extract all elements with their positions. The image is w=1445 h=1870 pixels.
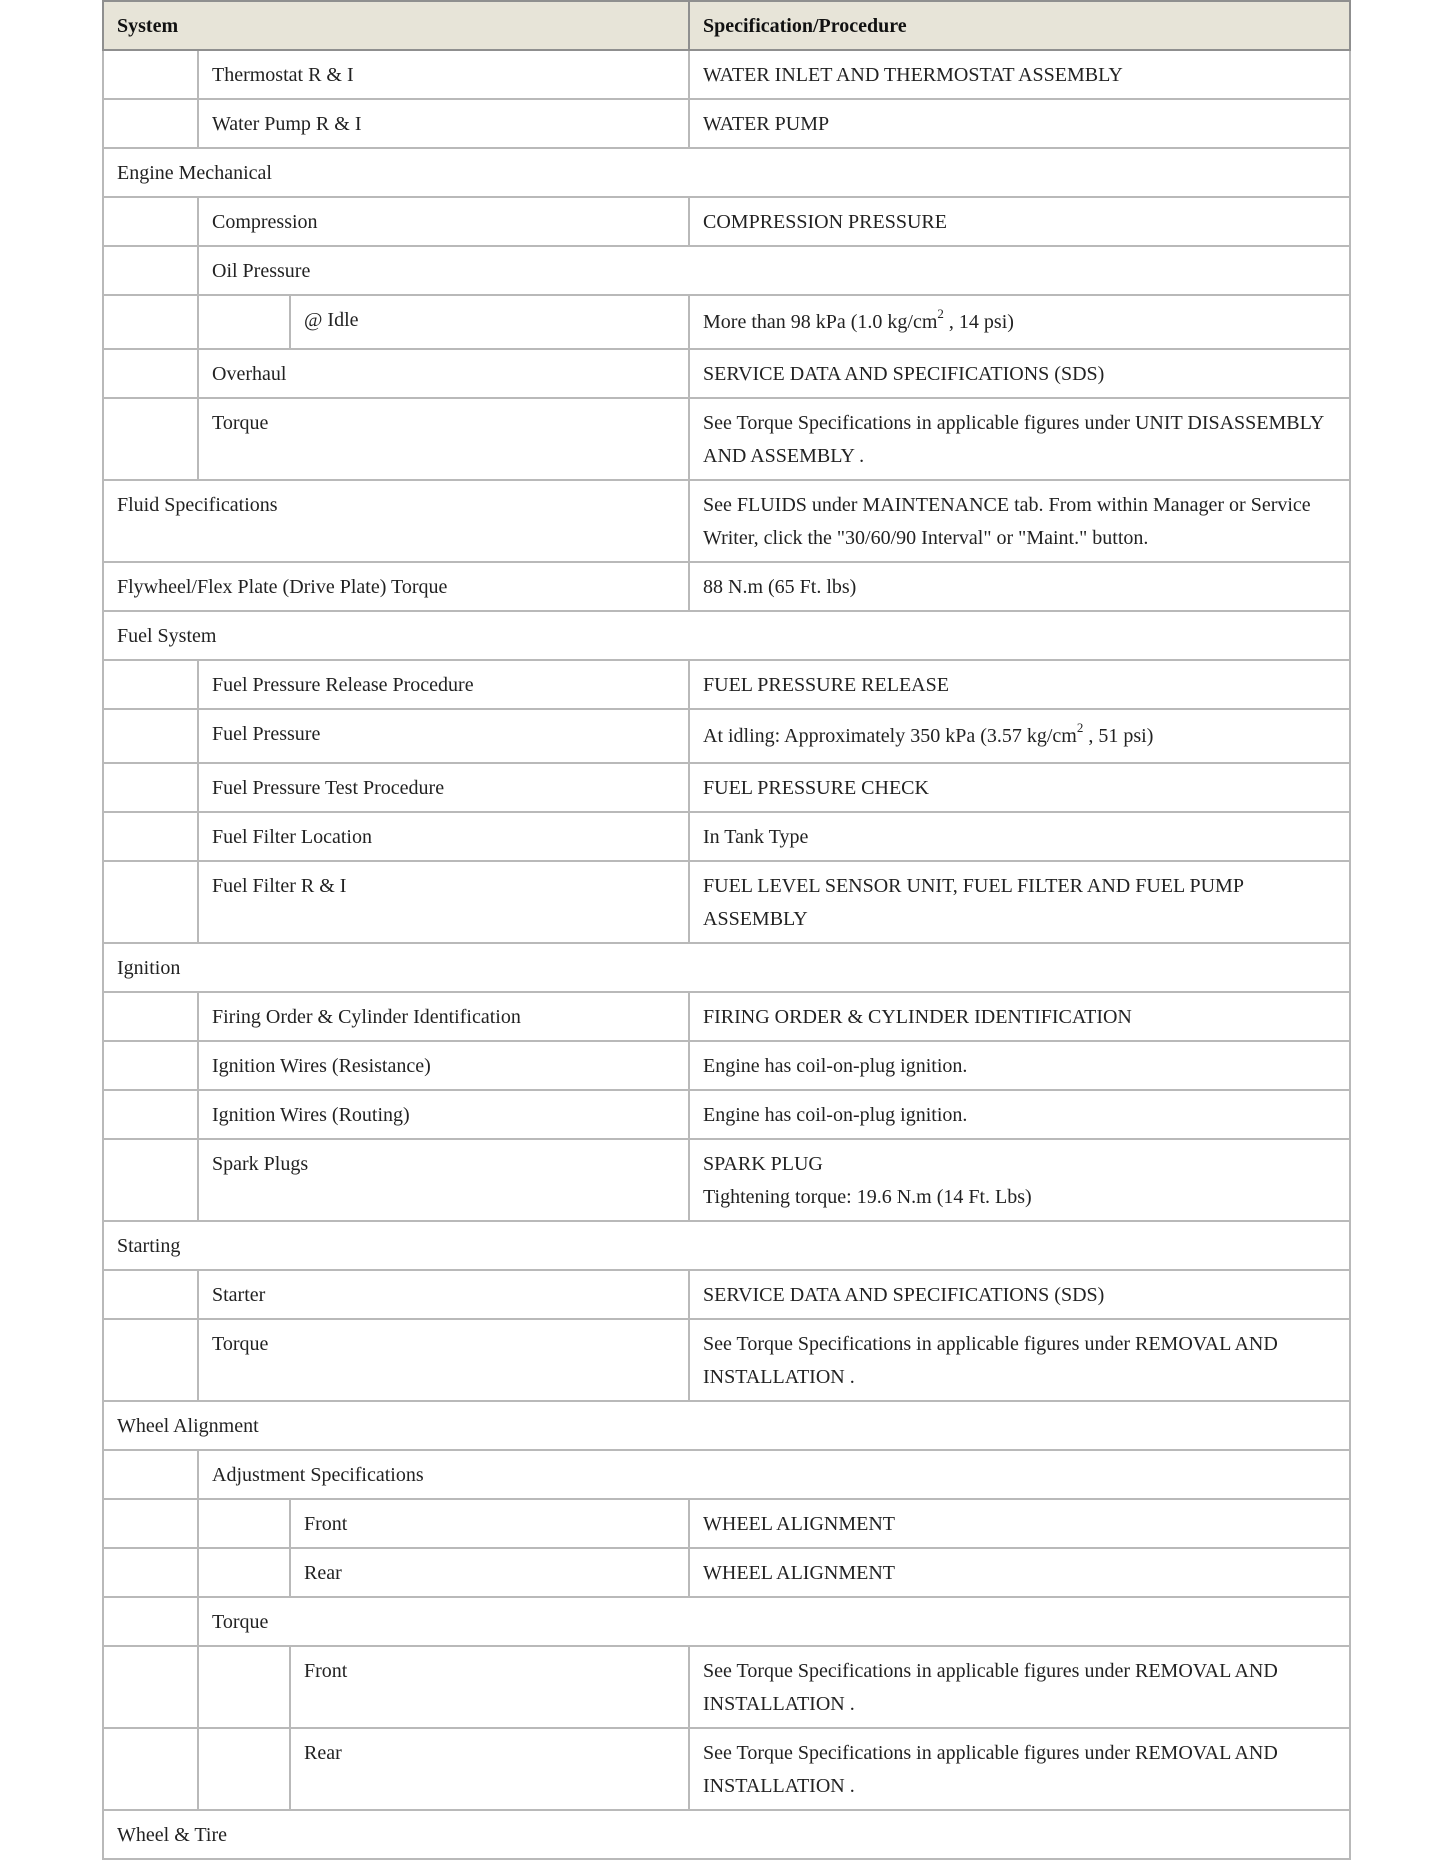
row-label: Fuel Filter R & I <box>198 861 689 943</box>
subsection-row <box>103 246 1350 295</box>
table-row <box>103 1319 1350 1401</box>
table-row <box>103 295 1350 349</box>
section-title: Wheel Alignment <box>103 1401 1350 1450</box>
row-value: WHEEL ALIGNMENT <box>689 1548 1350 1597</box>
table-row <box>103 398 1350 480</box>
row-value: See Torque Specifications in applicable figures under REMOVAL AND INSTALLATION . <box>689 1728 1350 1810</box>
table-row <box>103 99 1350 148</box>
row-label: Thermostat R & I <box>198 50 689 99</box>
header-system: System <box>103 1 689 50</box>
section-title: Ignition <box>103 943 1350 992</box>
subsection-title: Adjustment Specifications <box>198 1450 1350 1499</box>
table-row <box>103 1548 1350 1597</box>
subsection-title: Oil Pressure <box>198 246 1350 295</box>
table-row <box>103 50 1350 99</box>
row-label: Fluid Specifications <box>103 480 689 562</box>
row-label: @ Idle <box>290 295 689 349</box>
row-value: FUEL PRESSURE RELEASE <box>689 660 1350 709</box>
section-row <box>103 1401 1350 1450</box>
row-label: Fuel Filter Location <box>198 812 689 861</box>
section-row <box>103 611 1350 660</box>
row-value: SERVICE DATA AND SPECIFICATIONS (SDS) <box>689 349 1350 398</box>
row-label: Torque <box>198 398 689 480</box>
section-title: Starting <box>103 1221 1350 1270</box>
row-label: Torque <box>198 1319 689 1401</box>
row-label: Compression <box>198 197 689 246</box>
table-row <box>103 1090 1350 1139</box>
table-row <box>103 1646 1350 1728</box>
section-title: Wheel & Tire <box>103 1810 1350 1859</box>
row-label: Front <box>290 1646 689 1728</box>
row-label: Fuel Pressure Release Procedure <box>198 660 689 709</box>
section-row <box>103 148 1350 197</box>
section-row <box>103 1221 1350 1270</box>
row-value: More than 98 kPa (1.0 $kg/cm^2$ , 14 psi) <box>689 295 1350 349</box>
row-value-line: SPARK PLUG <box>703 1153 823 1175</box>
row-value: See FLUIDS under MAINTENANCE tab. From within Manager or Service Writer, click the "30/60/90 Interval" or "Maint." button. <box>689 480 1350 562</box>
row-value <box>689 1139 1350 1221</box>
row-label: Ignition Wires (Resistance) <box>198 1041 689 1090</box>
row-value: COMPRESSION PRESSURE <box>689 197 1350 246</box>
subsection-title: Torque <box>198 1597 1350 1646</box>
section-title: Engine Mechanical <box>103 148 1350 197</box>
subsection-row <box>103 1450 1350 1499</box>
subsection-row <box>103 1597 1350 1646</box>
header-spec: Specification/Procedure <box>689 1 1350 50</box>
table-row <box>103 1499 1350 1548</box>
specification-table <box>102 0 1351 1860</box>
row-label: Starter <box>198 1270 689 1319</box>
row-value: See Torque Specifications in applicable figures under REMOVAL AND INSTALLATION . <box>689 1646 1350 1728</box>
row-value: FUEL PRESSURE CHECK <box>689 763 1350 812</box>
row-value: Engine has coil-on-plug ignition. <box>689 1090 1350 1139</box>
row-value: WHEEL ALIGNMENT <box>689 1499 1350 1548</box>
header-row <box>103 1 1350 50</box>
table-row <box>103 349 1350 398</box>
row-label: Firing Order & Cylinder Identification <box>198 992 689 1041</box>
table-row <box>103 992 1350 1041</box>
section-row <box>103 1810 1350 1859</box>
row-value: See Torque Specifications in applicable figures under UNIT DISASSEMBLY AND ASSEMBLY . <box>689 398 1350 480</box>
row-label: Rear <box>290 1548 689 1597</box>
table-row <box>103 1139 1350 1221</box>
row-value: 88 N.m (65 Ft. lbs) <box>689 562 1350 611</box>
row-label: Fuel Pressure Test Procedure <box>198 763 689 812</box>
row-label: Flywheel/Flex Plate (Drive Plate) Torque <box>103 562 689 611</box>
table-row <box>103 480 1350 562</box>
table-row <box>103 1728 1350 1810</box>
row-value: SERVICE DATA AND SPECIFICATIONS (SDS) <box>689 1270 1350 1319</box>
row-label: Ignition Wires (Routing) <box>198 1090 689 1139</box>
table-row <box>103 660 1350 709</box>
row-value: WATER INLET AND THERMOSTAT ASSEMBLY <box>689 50 1350 99</box>
table-row <box>103 709 1350 763</box>
row-label: Front <box>290 1499 689 1548</box>
row-label: Rear <box>290 1728 689 1810</box>
row-label: Overhaul <box>198 349 689 398</box>
table-row <box>103 1041 1350 1090</box>
table-row <box>103 562 1350 611</box>
row-value: Engine has coil-on-plug ignition. <box>689 1041 1350 1090</box>
table-row <box>103 1270 1350 1319</box>
row-value-line: Tightening torque: 19.6 N.m (14 Ft. Lbs) <box>703 1186 1032 1208</box>
row-label: Spark Plugs <box>198 1139 689 1221</box>
table-row <box>103 197 1350 246</box>
row-label: Water Pump R & I <box>198 99 689 148</box>
row-value: In Tank Type <box>689 812 1350 861</box>
row-value: FIRING ORDER & CYLINDER IDENTIFICATION <box>689 992 1350 1041</box>
table-row <box>103 861 1350 943</box>
section-row <box>103 943 1350 992</box>
table-row <box>103 812 1350 861</box>
row-value: At idling: Approximately 350 kPa (3.57 $kg/cm^2$ , 51 psi) <box>689 709 1350 763</box>
row-value: FUEL LEVEL SENSOR UNIT, FUEL FILTER AND FUEL PUMP ASSEMBLY <box>689 861 1350 943</box>
row-value: See Torque Specifications in applicable figures under REMOVAL AND INSTALLATION . <box>689 1319 1350 1401</box>
row-label: Fuel Pressure <box>198 709 689 763</box>
row-value: WATER PUMP <box>689 99 1350 148</box>
section-title: Fuel System <box>103 611 1350 660</box>
table-row <box>103 763 1350 812</box>
